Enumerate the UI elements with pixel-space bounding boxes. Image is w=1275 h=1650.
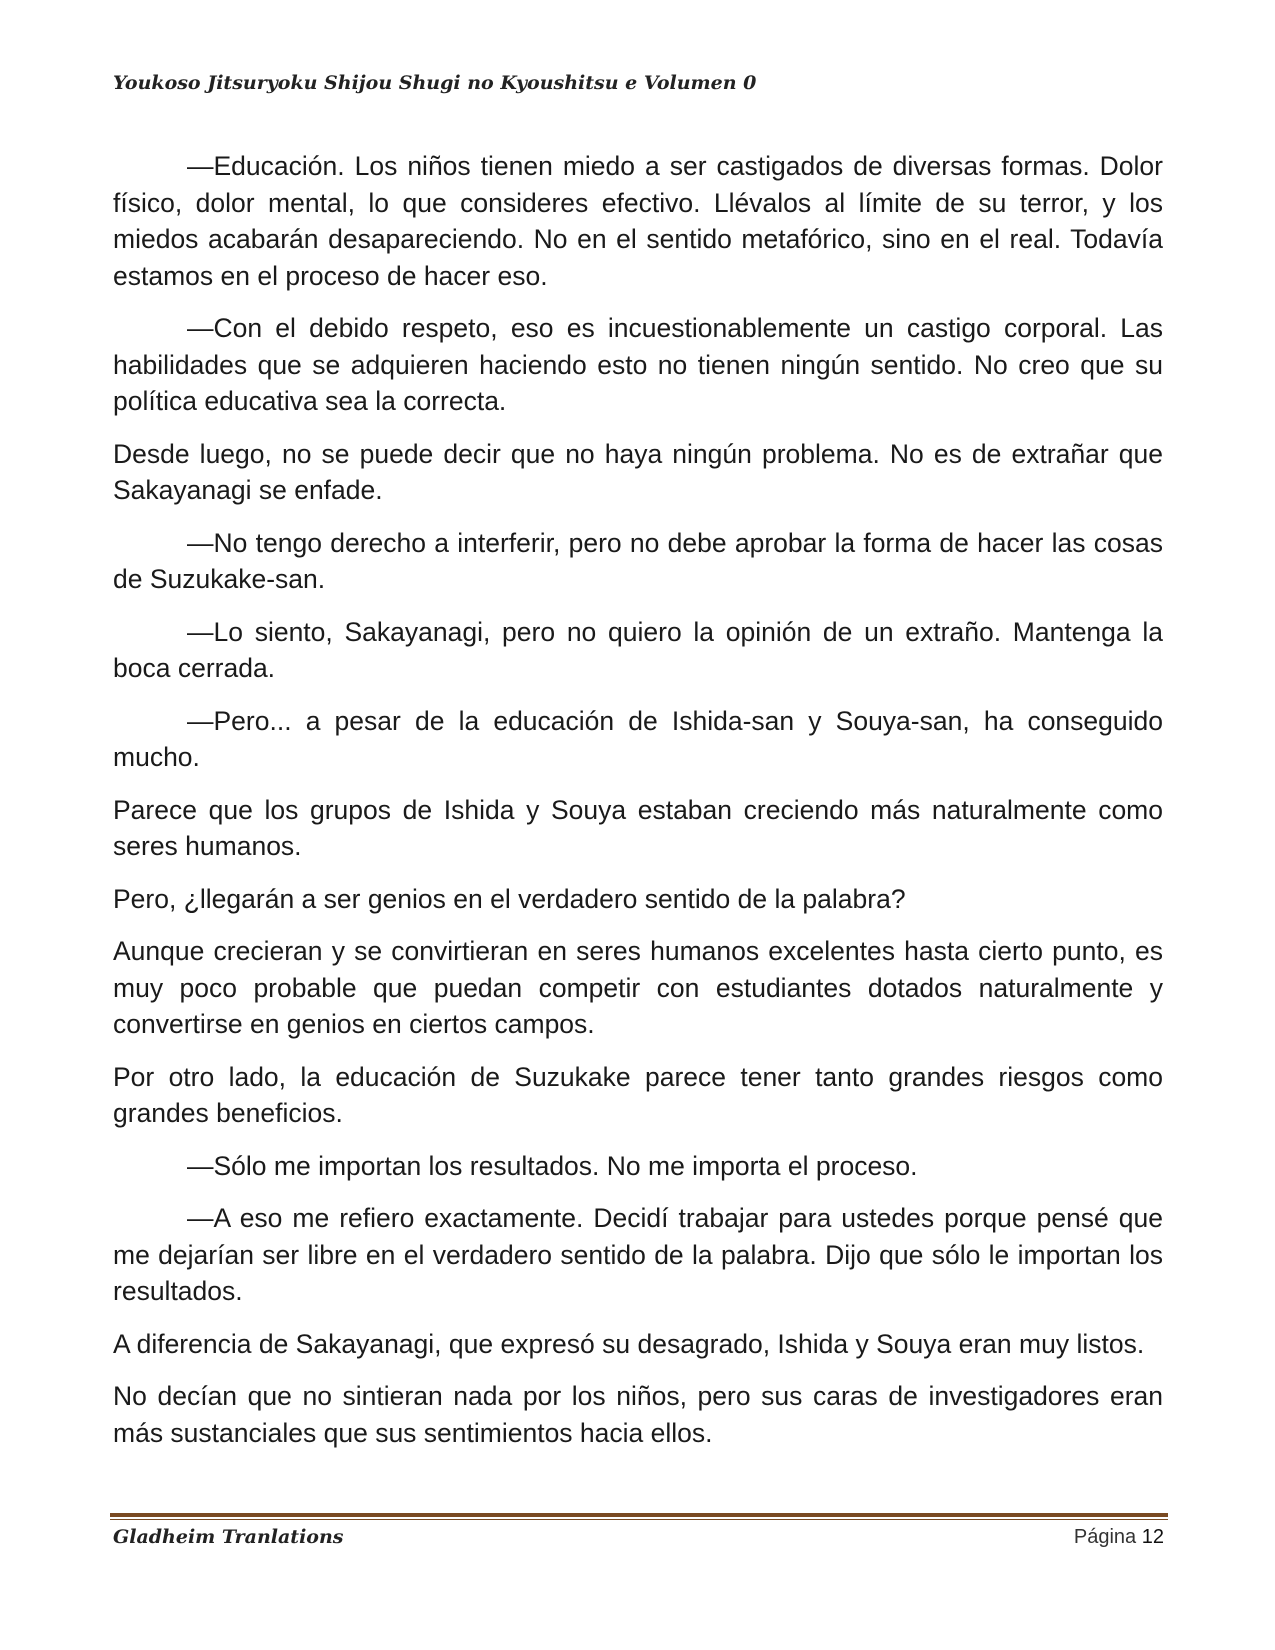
paragraph: Aunque crecieran y se convirtieran en seres humanos excelentes hasta cierto punto, es muy poco probable que puedan competir con estudiantes dotados naturalmente y convertirse en genios en ciertos campos. — [113, 936, 1163, 1039]
footer-divider-thick — [110, 1513, 1168, 1517]
footer-page-indicator — [1074, 1526, 1164, 1549]
paragraph: Parece que los grupos de Ishida y Souya estaban creciendo más naturalmente como seres humanos. — [113, 794, 1163, 861]
paragraph: —No tengo derecho a interferir, pero no debe aprobar la forma de hacer las cosas de Suzukake-san. — [113, 527, 1163, 594]
footer-divider — [110, 1513, 1168, 1520]
page-header-title: Youkoso Jitsuryoku Shijou Shugi no Kyoushitsu e Volumen 0 — [113, 72, 757, 94]
footer-divider-thin — [110, 1519, 1168, 1520]
paragraph: —A eso me refiero exactamente. Decidí trabajar para ustedes porque pensé que me dejarían ser libre en el verdadero sentido de la palabra. Dijo que sólo le importan los resultados. — [113, 1203, 1163, 1306]
paragraph: A diferencia de Sakayanagi, que expresó su desagrado, Ishida y Souya eran muy listos. — [113, 1328, 1145, 1359]
paragraph: —Sólo me importan los resultados. No me importa el proceso. — [187, 1150, 918, 1181]
body-text — [113, 148, 1163, 1467]
paragraph: —Con el debido respeto, eso es incuestionablemente un castigo corporal. Las habilidades que se adquieren haciendo esto no tienen ningún sentido. No creo que su política educativa sea la correcta. — [113, 313, 1163, 416]
page-number: 12 — [1141, 1526, 1164, 1548]
paragraph: —Lo siento, Sakayanagi, pero no quiero la opinión de un extraño. Mantenga la boca cerrada. — [113, 616, 1163, 683]
page-label: Página — [1073, 1526, 1137, 1548]
paragraph: Pero, ¿llegarán a ser genios en el verdadero sentido de la palabra? — [113, 883, 906, 914]
paragraph: Desde luego, no se puede decir que no haya ningún problema. No es de extrañar que Sakayanagi se enfade. — [113, 438, 1163, 505]
footer-translator-credit: Gladheim Tranlations — [113, 1526, 344, 1548]
paragraph: —Educación. Los niños tienen miedo a ser castigados de diversas formas. Dolor físico, dolor mental, lo que consideres efectivo. Llévalos al límite de su terror, y los miedos acabarán desapareciendo. No en el sentido metafórico, sino en el real. Todavía estamos en el proceso de hacer eso. — [113, 151, 1163, 291]
paragraph: —Pero... a pesar de la educación de Ishida-san y Souya-san, ha conseguido mucho. — [113, 705, 1163, 772]
paragraph: Por otro lado, la educación de Suzukake parece tener tanto grandes riesgos como grandes beneficios. — [113, 1061, 1163, 1128]
paragraph: No decían que no sintieran nada por los niños, pero sus caras de investigadores eran más sustanciales que sus sentimientos hacia ellos. — [113, 1381, 1163, 1448]
